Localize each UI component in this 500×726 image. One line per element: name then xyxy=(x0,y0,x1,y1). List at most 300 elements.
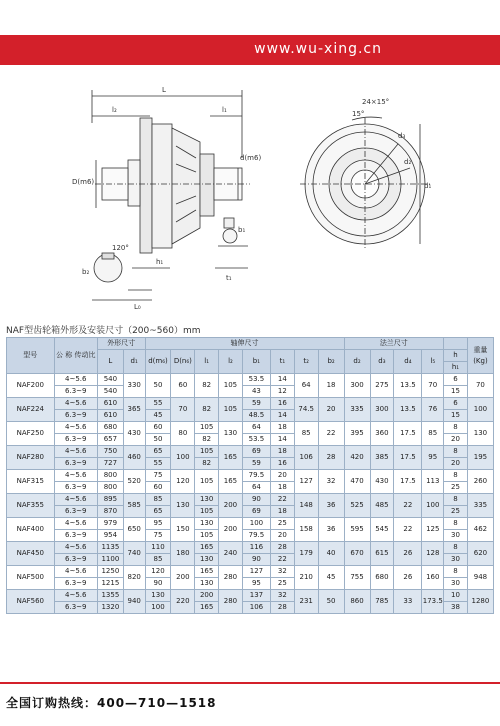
table-row xyxy=(7,566,494,578)
cell-d4: 13.5 xyxy=(394,398,422,422)
dim-l1: l₁ xyxy=(222,106,227,114)
header-model: 型号 xyxy=(7,338,55,374)
cell-dm6: 65 xyxy=(145,446,171,458)
table-row xyxy=(7,398,494,410)
cell-d2: 470 xyxy=(344,470,370,494)
cell-L: 1250 xyxy=(97,566,123,578)
cell-l1: 165 xyxy=(195,542,219,554)
cell-d3: 275 xyxy=(370,374,394,398)
cell-h: 20 xyxy=(444,458,468,470)
cell-d3: 430 xyxy=(370,470,394,494)
cell-L: 610 xyxy=(97,398,123,410)
cell-d3: 785 xyxy=(370,590,394,614)
cell-L: 1355 xyxy=(97,590,123,602)
header-flange: 法兰尺寸 xyxy=(344,338,444,350)
cell-d2: 670 xyxy=(344,542,370,566)
cell-d2: 300 xyxy=(344,374,370,398)
sub-d1: d₁ xyxy=(123,350,145,374)
cell-b2: 36 xyxy=(318,494,344,518)
table-row xyxy=(7,518,494,530)
cell-l5: 128 xyxy=(422,542,444,566)
cell-b1: 69 xyxy=(242,506,270,518)
cell-b1: 137 xyxy=(242,590,270,602)
sub-h1: h₁ xyxy=(444,362,468,374)
cell-weight: 100 xyxy=(467,398,493,422)
dim-d2: d₂ xyxy=(404,158,412,166)
sub-b1: b₁ xyxy=(242,350,270,374)
cell-h: 8 xyxy=(444,446,468,458)
cell-d1: 820 xyxy=(123,566,145,590)
cell-weight: 335 xyxy=(467,494,493,518)
cell-model: NAF315 xyxy=(7,470,55,494)
cell-d2: 860 xyxy=(344,590,370,614)
cell-l5: 173.5 xyxy=(422,590,444,614)
cell-t1: 28 xyxy=(270,602,294,614)
sub-t1: t₁ xyxy=(270,350,294,374)
cell-ratio: 4~5.6 xyxy=(54,470,97,482)
cell-d1: 650 xyxy=(123,518,145,542)
cell-l2: 105 xyxy=(219,374,243,398)
cell-l2: 280 xyxy=(219,566,243,590)
cell-l1: 105 xyxy=(195,470,219,494)
cell-L: 1215 xyxy=(97,578,123,590)
cell-L: 1135 xyxy=(97,542,123,554)
header-banner xyxy=(0,35,500,65)
sub-t2: t₂ xyxy=(294,350,318,374)
cell-ratio: 4~5.6 xyxy=(54,566,97,578)
cell-Dn6: 200 xyxy=(171,566,195,590)
cell-t1: 25 xyxy=(270,518,294,530)
cell-b1: 59 xyxy=(242,398,270,410)
cell-ratio: 6.3~9 xyxy=(54,434,97,446)
cell-t1: 22 xyxy=(270,554,294,566)
cell-t2: 158 xyxy=(294,518,318,542)
cell-h: 8 xyxy=(444,542,468,554)
cell-l2: 200 xyxy=(219,518,243,542)
cell-ratio: 4~5.6 xyxy=(54,446,97,458)
spec-table-wrapper xyxy=(6,337,494,614)
cell-dm6: 130 xyxy=(145,590,171,602)
cell-d4: 22 xyxy=(394,518,422,542)
cell-L: 1100 xyxy=(97,554,123,566)
cell-l1: 82 xyxy=(195,458,219,470)
cell-h: 8 xyxy=(444,566,468,578)
cell-dm6: 110 xyxy=(145,542,171,554)
cell-t2: 179 xyxy=(294,542,318,566)
cell-t2: 127 xyxy=(294,470,318,494)
cell-weight: 1280 xyxy=(467,590,493,614)
cell-l5: 85 xyxy=(422,422,444,446)
cell-h: 25 xyxy=(444,506,468,518)
cell-L: 540 xyxy=(97,374,123,386)
cell-ratio: 4~5.6 xyxy=(54,422,97,434)
cell-b2: 45 xyxy=(318,566,344,590)
header-shaft: 轴伸尺寸 xyxy=(145,338,344,350)
cell-dm6: 50 xyxy=(145,374,171,398)
dim-15: 15° xyxy=(352,110,365,118)
cell-b2: 32 xyxy=(318,470,344,494)
cell-h: 30 xyxy=(444,554,468,566)
spec-table xyxy=(6,337,494,614)
sub-d4: d₄ xyxy=(394,350,422,374)
cell-ratio: 6.3~9 xyxy=(54,578,97,590)
cell-b1: 53.5 xyxy=(242,374,270,386)
dim-angle-120: 120° xyxy=(112,244,129,252)
cell-t2: 64 xyxy=(294,374,318,398)
spec-table-body xyxy=(7,374,494,614)
dim-24x15: 24×15° xyxy=(362,98,390,106)
cell-ratio: 6.3~9 xyxy=(54,602,97,614)
cell-weight: 130 xyxy=(467,422,493,446)
cell-t1: 18 xyxy=(270,446,294,458)
cell-l5: 113 xyxy=(422,470,444,494)
cell-d1: 365 xyxy=(123,398,145,422)
cell-l2: 280 xyxy=(219,590,243,614)
cell-l1: 82 xyxy=(195,434,219,446)
dim-D: D(m6) xyxy=(72,178,95,186)
cell-b1: 100 xyxy=(242,518,270,530)
cell-b1: 95 xyxy=(242,578,270,590)
cell-b1: 64 xyxy=(242,482,270,494)
cell-t1: 32 xyxy=(270,566,294,578)
cell-weight: 462 xyxy=(467,518,493,542)
cell-t2: 85 xyxy=(294,422,318,446)
cell-b2: 28 xyxy=(318,446,344,470)
table-row xyxy=(7,374,494,386)
cell-Dn6: 80 xyxy=(171,422,195,446)
cell-d3: 485 xyxy=(370,494,394,518)
cell-l1: 130 xyxy=(195,578,219,590)
cell-L: 870 xyxy=(97,506,123,518)
cell-h: 8 xyxy=(444,494,468,506)
cell-b2: 20 xyxy=(318,398,344,422)
cell-t1: 32 xyxy=(270,590,294,602)
cell-t2: 231 xyxy=(294,590,318,614)
cell-b1: 79.5 xyxy=(242,530,270,542)
cell-b2: 40 xyxy=(318,542,344,566)
dim-L0: L₀ xyxy=(134,303,141,311)
cell-weight: 70 xyxy=(467,374,493,398)
table-row xyxy=(7,446,494,458)
cell-t1: 20 xyxy=(270,470,294,482)
cell-h: 20 xyxy=(444,434,468,446)
cell-d2: 420 xyxy=(344,446,370,470)
table-row xyxy=(7,542,494,554)
cell-t1: 18 xyxy=(270,506,294,518)
cell-t1: 14 xyxy=(270,434,294,446)
cell-weight: 620 xyxy=(467,542,493,566)
website-url[interactable]: www.wu-xing.cn xyxy=(254,41,382,57)
table-row xyxy=(7,422,494,434)
cell-h: 15 xyxy=(444,386,468,398)
cell-b1: 48.5 xyxy=(242,410,270,422)
dim-b1: b₁ xyxy=(238,226,246,234)
cell-ratio: 4~5.6 xyxy=(54,494,97,506)
cell-Dn6: 60 xyxy=(171,374,195,398)
cell-l1: 165 xyxy=(195,602,219,614)
cell-l1: 105 xyxy=(195,530,219,542)
cell-h: 38 xyxy=(444,602,468,614)
cell-model: NAF450 xyxy=(7,542,55,566)
cell-b1: 69 xyxy=(242,446,270,458)
cell-Dn6: 70 xyxy=(171,398,195,422)
sub-b2: b₂ xyxy=(318,350,344,374)
cell-d4: 13.5 xyxy=(394,374,422,398)
dim-d1: d₁ xyxy=(424,182,432,190)
cell-weight: 948 xyxy=(467,566,493,590)
cell-l2: 130 xyxy=(219,422,243,446)
cell-l1: 130 xyxy=(195,518,219,530)
cell-dm6: 55 xyxy=(145,458,171,470)
cell-h: 8 xyxy=(444,470,468,482)
footer xyxy=(0,682,500,726)
cell-b2: 36 xyxy=(318,518,344,542)
cell-l5: 125 xyxy=(422,518,444,542)
cell-t2: 148 xyxy=(294,494,318,518)
cell-t1: 28 xyxy=(270,542,294,554)
table-title: NAF型齿轮箱外形及安装尺寸（200~560）mm xyxy=(6,326,201,336)
cell-d4: 26 xyxy=(394,566,422,590)
cell-ratio: 6.3~9 xyxy=(54,506,97,518)
cell-t1: 14 xyxy=(270,374,294,386)
cell-l1: 105 xyxy=(195,422,219,434)
header-outline: 外形尺寸 xyxy=(97,338,145,350)
cell-L: 800 xyxy=(97,482,123,494)
dim-d3: d₃ xyxy=(398,132,406,140)
cell-dm6: 95 xyxy=(145,518,171,530)
cell-h: 6 xyxy=(444,374,468,386)
cell-d1: 520 xyxy=(123,470,145,494)
cell-l2: 165 xyxy=(219,446,243,470)
cell-dm6: 55 xyxy=(145,398,171,410)
cell-l1: 130 xyxy=(195,494,219,506)
cell-h: 8 xyxy=(444,518,468,530)
order-hotline[interactable]: 全国订购热线：400—710—1518 xyxy=(6,696,217,710)
cell-d1: 740 xyxy=(123,542,145,566)
cell-Dn6: 120 xyxy=(171,470,195,494)
cell-b2: 22 xyxy=(318,422,344,446)
cell-b1: 59 xyxy=(242,458,270,470)
cell-ratio: 4~5.6 xyxy=(54,590,97,602)
cell-b1: 53.5 xyxy=(242,434,270,446)
cell-l2: 165 xyxy=(219,470,243,494)
cell-L: 657 xyxy=(97,434,123,446)
cell-dm6: 90 xyxy=(145,578,171,590)
cell-h: 10 xyxy=(444,590,468,602)
cell-l1: 82 xyxy=(195,374,219,398)
cell-L: 979 xyxy=(97,518,123,530)
cell-l1: 82 xyxy=(195,398,219,422)
cell-d2: 525 xyxy=(344,494,370,518)
cell-model: NAF250 xyxy=(7,422,55,446)
cell-L: 800 xyxy=(97,470,123,482)
cell-Dn6: 180 xyxy=(171,542,195,566)
sub-l2: l₂ xyxy=(219,350,243,374)
sub-l5: l₅ xyxy=(422,350,444,374)
cell-h: 25 xyxy=(444,482,468,494)
cell-L: 954 xyxy=(97,530,123,542)
cell-b2: 18 xyxy=(318,374,344,398)
cell-b1: 64 xyxy=(242,422,270,434)
cell-dm6: 45 xyxy=(145,410,171,422)
cell-dm6: 60 xyxy=(145,422,171,434)
cell-L: 680 xyxy=(97,422,123,434)
cell-ratio: 6.3~9 xyxy=(54,458,97,470)
sub-Dn6: D(n₆) xyxy=(171,350,195,374)
cell-t2: 106 xyxy=(294,446,318,470)
cell-t1: 16 xyxy=(270,398,294,410)
cell-d4: 17.5 xyxy=(394,446,422,470)
sub-l1: l₁ xyxy=(195,350,219,374)
cell-l5: 76 xyxy=(422,398,444,422)
sub-L: L xyxy=(97,350,123,374)
cell-dm6: 60 xyxy=(145,482,171,494)
cell-d1: 430 xyxy=(123,422,145,446)
cell-L: 750 xyxy=(97,446,123,458)
cell-b1: 79.5 xyxy=(242,470,270,482)
cell-ratio: 4~5.6 xyxy=(54,518,97,530)
cell-d2: 335 xyxy=(344,398,370,422)
cell-l5: 70 xyxy=(422,374,444,398)
cell-l1: 105 xyxy=(195,506,219,518)
cell-ratio: 4~5.6 xyxy=(54,398,97,410)
cell-d4: 17.5 xyxy=(394,422,422,446)
cell-t1: 14 xyxy=(270,410,294,422)
cell-weight: 195 xyxy=(467,446,493,470)
cell-t1: 22 xyxy=(270,494,294,506)
cell-model: NAF500 xyxy=(7,566,55,590)
cell-h: 30 xyxy=(444,578,468,590)
cell-l2: 200 xyxy=(219,494,243,518)
cell-l5: 95 xyxy=(422,446,444,470)
header-weight: 重量 (Kg) xyxy=(467,338,493,374)
cell-t2: 210 xyxy=(294,566,318,590)
sub-d2: d₂ xyxy=(344,350,370,374)
cell-model: NAF400 xyxy=(7,518,55,542)
cell-d1: 460 xyxy=(123,446,145,470)
cell-d2: 755 xyxy=(344,566,370,590)
cell-b1: 90 xyxy=(242,494,270,506)
cell-d4: 22 xyxy=(394,494,422,518)
cell-ratio: 6.3~9 xyxy=(54,530,97,542)
cell-l5: 160 xyxy=(422,566,444,590)
cell-t1: 18 xyxy=(270,422,294,434)
cell-l5: 100 xyxy=(422,494,444,518)
cell-h: 6 xyxy=(444,398,468,410)
table-row xyxy=(7,590,494,602)
cell-t1: 18 xyxy=(270,482,294,494)
cell-d4: 26 xyxy=(394,542,422,566)
cell-dm6: 65 xyxy=(145,506,171,518)
cell-l1: 105 xyxy=(195,446,219,458)
cell-model: NAF355 xyxy=(7,494,55,518)
cell-d3: 680 xyxy=(370,566,394,590)
cell-Dn6: 150 xyxy=(171,518,195,542)
cell-L: 895 xyxy=(97,494,123,506)
dim-l2: l₂ xyxy=(112,106,117,114)
cell-b1: 106 xyxy=(242,602,270,614)
cell-ratio: 4~5.6 xyxy=(54,542,97,554)
cell-b1: 43 xyxy=(242,386,270,398)
cell-weight: 260 xyxy=(467,470,493,494)
cell-b1: 127 xyxy=(242,566,270,578)
cell-h: 30 xyxy=(444,530,468,542)
cell-L: 727 xyxy=(97,458,123,470)
cell-ratio: 6.3~9 xyxy=(54,554,97,566)
cell-ratio: 6.3~9 xyxy=(54,482,97,494)
cell-d4: 17.5 xyxy=(394,470,422,494)
cell-dm6: 50 xyxy=(145,434,171,446)
cell-d1: 585 xyxy=(123,494,145,518)
cell-h: 15 xyxy=(444,410,468,422)
cell-l2: 240 xyxy=(219,542,243,566)
cell-d3: 300 xyxy=(370,398,394,422)
cell-ratio: 6.3~9 xyxy=(54,410,97,422)
cell-b1: 90 xyxy=(242,554,270,566)
header-ratio: 公 称 传动比 xyxy=(54,338,97,374)
dim-h1: h₁ xyxy=(156,258,164,266)
cell-L: 1320 xyxy=(97,602,123,614)
cell-d3: 360 xyxy=(370,422,394,446)
sub-d3: d₃ xyxy=(370,350,394,374)
sub-h: h xyxy=(444,350,468,362)
cell-t2: 74.5 xyxy=(294,398,318,422)
cell-d1: 330 xyxy=(123,374,145,398)
cell-h: 8 xyxy=(444,422,468,434)
cell-t1: 25 xyxy=(270,578,294,590)
sub-dm6: d(m₆) xyxy=(145,350,171,374)
table-row xyxy=(7,494,494,506)
cell-l1: 200 xyxy=(195,590,219,602)
cell-b2: 50 xyxy=(318,590,344,614)
dim-b2: b₂ xyxy=(82,268,90,276)
cell-Dn6: 100 xyxy=(171,446,195,470)
cell-dm6: 75 xyxy=(145,470,171,482)
cell-ratio: 6.3~9 xyxy=(54,386,97,398)
cell-Dn6: 130 xyxy=(171,494,195,518)
cell-d4: 33 xyxy=(394,590,422,614)
cell-dm6: 85 xyxy=(145,494,171,506)
cell-t1: 20 xyxy=(270,530,294,542)
cell-dm6: 85 xyxy=(145,554,171,566)
dim-t1: t₁ xyxy=(226,274,232,282)
table-row xyxy=(7,470,494,482)
cell-model: NAF224 xyxy=(7,398,55,422)
cell-d2: 595 xyxy=(344,518,370,542)
cell-ratio: 4~5.6 xyxy=(54,374,97,386)
cell-d3: 545 xyxy=(370,518,394,542)
gearbox-drawing xyxy=(0,68,500,320)
dim-L: L xyxy=(162,86,166,94)
cell-t1: 16 xyxy=(270,458,294,470)
cell-d3: 385 xyxy=(370,446,394,470)
cell-L: 610 xyxy=(97,410,123,422)
cell-l2: 105 xyxy=(219,398,243,422)
cell-Dn6: 220 xyxy=(171,590,195,614)
cell-model: NAF560 xyxy=(7,590,55,614)
cell-dm6: 120 xyxy=(145,566,171,578)
cell-l1: 130 xyxy=(195,554,219,566)
cell-d3: 615 xyxy=(370,542,394,566)
cell-d1: 940 xyxy=(123,590,145,614)
header-h-blank xyxy=(444,338,468,350)
cell-dm6: 100 xyxy=(145,602,171,614)
cell-b1: 116 xyxy=(242,542,270,554)
cell-model: NAF280 xyxy=(7,446,55,470)
cell-model: NAF200 xyxy=(7,374,55,398)
cell-dm6: 75 xyxy=(145,530,171,542)
cell-t1: 12 xyxy=(270,386,294,398)
